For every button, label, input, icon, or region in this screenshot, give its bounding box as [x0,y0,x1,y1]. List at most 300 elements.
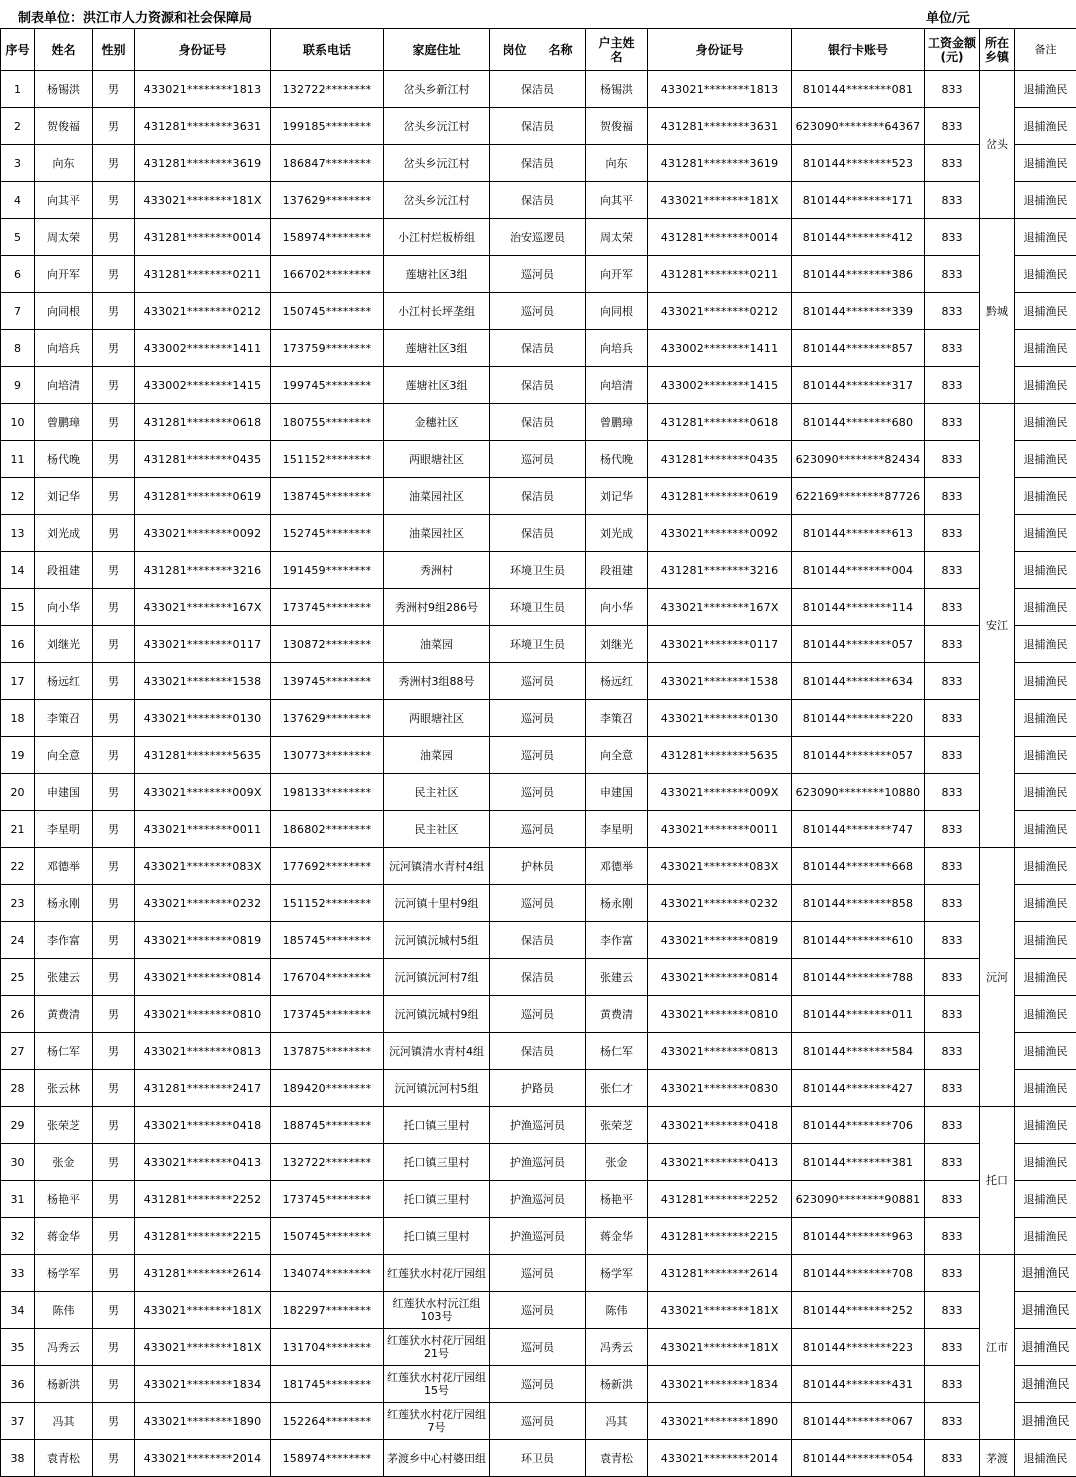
household-id-number-cell: 431281********0618 [648,404,792,441]
address-cell: 秀洲村 [384,552,490,589]
phone-cell: 181745******** [271,1366,384,1403]
phone-cell: 185745******** [271,922,384,959]
note-cell: 退捕渔民 [1015,922,1076,959]
phone-cell: 152264******** [271,1403,384,1440]
name-cell: 向培兵 [35,330,93,367]
col-header-bank: 银行卡账号 [792,29,925,71]
wage-cell: 833 [925,774,980,811]
wage-cell: 833 [925,1218,980,1255]
phone-cell: 138745******** [271,478,384,515]
name-cell: 申建国 [35,774,93,811]
address-cell: 油菜园 [384,626,490,663]
id-number-cell: 433021********181X [135,1292,271,1329]
phone-cell: 173745******** [271,589,384,626]
name-cell: 刘记华 [35,478,93,515]
name-cell: 杨学军 [35,1255,93,1292]
household-id-number-cell: 433021********1813 [648,71,792,108]
table-row [1,774,1076,811]
post-cell: 环境卫生员 [490,552,586,589]
phone-cell: 182297******** [271,1292,384,1329]
sex-cell: 男 [93,1144,135,1181]
table-row [1,478,1076,515]
sex-cell: 男 [93,589,135,626]
wage-cell: 833 [925,589,980,626]
table-row [1,256,1076,293]
table-row [1,996,1076,1033]
name-cell: 李星明 [35,811,93,848]
table-row [1,1070,1076,1107]
post-cell: 巡河员 [490,996,586,1033]
bank-account-cell: 810144********057 [792,626,925,663]
post-cell: 保洁员 [490,330,586,367]
table-row [1,922,1076,959]
bank-account-cell: 810144********057 [792,737,925,774]
staff-wage-table [0,28,1076,1477]
bank-account-cell: 810144********223 [792,1329,925,1366]
row-no-cell: 21 [1,811,35,848]
household-head-cell: 蒋金华 [586,1218,648,1255]
household-id-number-cell: 433021********2014 [648,1440,792,1477]
sex-cell: 男 [93,959,135,996]
bank-account-cell: 810144********857 [792,330,925,367]
household-head-cell: 李策召 [586,700,648,737]
bank-account-cell: 810144********708 [792,1255,925,1292]
row-no-cell: 18 [1,700,35,737]
name-cell: 杨艳平 [35,1181,93,1218]
address-cell: 两眼塘社区 [384,700,490,737]
phone-cell: 132722******** [271,71,384,108]
id-number-cell: 433021********0212 [135,293,271,330]
table-row [1,626,1076,663]
address-cell: 金穗社区 [384,404,490,441]
table-row [1,1181,1076,1218]
sex-cell: 男 [93,811,135,848]
row-no-cell: 4 [1,182,35,219]
phone-cell: 132722******** [271,1144,384,1181]
township-cell: 黔城 [980,219,1015,404]
bank-account-cell: 810144********412 [792,219,925,256]
post-cell: 保洁员 [490,71,586,108]
township-cell: 岔头 [980,71,1015,219]
id-number-cell: 433021********0418 [135,1107,271,1144]
household-head-cell: 刘记华 [586,478,648,515]
phone-cell: 199185******** [271,108,384,145]
wage-cell: 833 [925,1033,980,1070]
id-number-cell: 431281********0618 [135,404,271,441]
row-no-cell: 20 [1,774,35,811]
bank-account-cell: 810144********011 [792,996,925,1033]
name-cell: 曾鹏璋 [35,404,93,441]
name-cell: 黄费清 [35,996,93,1033]
table-row [1,1144,1076,1181]
phone-cell: 186847******** [271,145,384,182]
row-no-cell: 32 [1,1218,35,1255]
row-no-cell: 10 [1,404,35,441]
bank-account-cell: 810144********523 [792,145,925,182]
name-cell: 向培清 [35,367,93,404]
household-head-cell: 杨远红 [586,663,648,700]
note-cell: 退捕渔民 [1015,1329,1076,1366]
bank-account-cell: 623090********82434 [792,441,925,478]
note-cell: 退捕渔民 [1015,1366,1076,1403]
wage-cell: 833 [925,108,980,145]
name-cell: 杨锡洪 [35,71,93,108]
household-head-cell: 向东 [586,145,648,182]
household-head-cell: 申建国 [586,774,648,811]
address-cell: 沅河镇清水青村4组 [384,1033,490,1070]
wage-cell: 833 [925,996,980,1033]
household-head-cell: 张仁才 [586,1070,648,1107]
id-number-cell: 433021********1813 [135,71,271,108]
table-row [1,182,1076,219]
table-row [1,1440,1076,1477]
sex-cell: 男 [93,1292,135,1329]
household-head-cell: 向其平 [586,182,648,219]
post-cell: 护渔巡河员 [490,1181,586,1218]
household-head-cell: 杨永刚 [586,885,648,922]
sex-cell: 男 [93,700,135,737]
wage-cell: 833 [925,1366,980,1403]
sex-cell: 男 [93,108,135,145]
col-header-household: 户主姓名 [586,29,648,71]
row-no-cell: 2 [1,108,35,145]
id-number-cell: 433021********0413 [135,1144,271,1181]
note-cell: 退捕渔民 [1015,367,1076,404]
note-cell: 退捕渔民 [1015,1292,1076,1329]
col-header-wage: 工资金额(元) [925,29,980,71]
note-cell: 退捕渔民 [1015,959,1076,996]
maker-unit-label: 制表单位：洪江市人力资源和社会保障局 [18,7,252,26]
sex-cell: 男 [93,367,135,404]
name-cell: 杨永刚 [35,885,93,922]
wage-cell: 833 [925,737,980,774]
sex-cell: 男 [93,293,135,330]
name-cell: 张云林 [35,1070,93,1107]
table-row [1,404,1076,441]
table-row [1,885,1076,922]
household-id-number-cell: 433021********0011 [648,811,792,848]
post-cell: 巡河员 [490,737,586,774]
id-number-cell: 433021********181X [135,182,271,219]
address-cell: 民主社区 [384,811,490,848]
id-number-cell: 433021********0814 [135,959,271,996]
household-id-number-cell: 431281********3631 [648,108,792,145]
sex-cell: 男 [93,1403,135,1440]
row-no-cell: 5 [1,219,35,256]
household-id-number-cell: 433021********1538 [648,663,792,700]
sex-cell: 男 [93,1366,135,1403]
bank-account-cell: 810144********668 [792,848,925,885]
wage-cell: 833 [925,441,980,478]
household-id-number-cell: 433021********0830 [648,1070,792,1107]
phone-cell: 158974******** [271,219,384,256]
household-id-number-cell: 431281********5635 [648,737,792,774]
note-cell: 退捕渔民 [1015,1403,1076,1440]
address-cell: 岔头乡沅江村 [384,108,490,145]
note-cell: 退捕渔民 [1015,663,1076,700]
post-cell: 保洁员 [490,478,586,515]
address-cell: 民主社区 [384,774,490,811]
address-cell: 红莲犾水村花厅园组7号 [384,1403,490,1440]
bank-account-cell: 622169********87726 [792,478,925,515]
name-cell: 周太荣 [35,219,93,256]
post-cell: 环境卫生员 [490,589,586,626]
id-number-cell: 431281********0435 [135,441,271,478]
bank-account-cell: 810144********613 [792,515,925,552]
bank-account-cell: 810144********317 [792,367,925,404]
post-cell: 巡河员 [490,1329,586,1366]
name-cell: 李作富 [35,922,93,959]
wage-cell: 833 [925,700,980,737]
table-row [1,1033,1076,1070]
address-cell: 沅河镇沅城村9组 [384,996,490,1033]
address-cell: 沅河镇清水青村4组 [384,848,490,885]
post-cell: 护林员 [490,848,586,885]
id-number-cell: 433021********0117 [135,626,271,663]
sex-cell: 男 [93,182,135,219]
household-head-cell: 向培清 [586,367,648,404]
wage-cell: 833 [925,1181,980,1218]
row-no-cell: 3 [1,145,35,182]
name-cell: 袁青松 [35,1440,93,1477]
phone-cell: 198133******** [271,774,384,811]
sex-cell: 男 [93,478,135,515]
wage-cell: 833 [925,182,980,219]
table-row [1,737,1076,774]
col-header-post-b: 名称 [549,43,573,57]
post-cell: 护渔巡河员 [490,1144,586,1181]
household-id-number-cell: 433021********0130 [648,700,792,737]
phone-cell: 139745******** [271,663,384,700]
table-row [1,441,1076,478]
note-cell: 退捕渔民 [1015,182,1076,219]
row-no-cell: 15 [1,589,35,626]
household-head-cell: 李作富 [586,922,648,959]
sex-cell: 男 [93,1255,135,1292]
wage-cell: 833 [925,1440,980,1477]
currency-unit-label: 单位/元 [926,7,970,26]
note-cell: 退捕渔民 [1015,589,1076,626]
row-no-cell: 14 [1,552,35,589]
household-id-number-cell: 433021********0092 [648,515,792,552]
wage-cell: 833 [925,1070,980,1107]
post-cell: 保洁员 [490,182,586,219]
wage-cell: 833 [925,478,980,515]
note-cell: 退捕渔民 [1015,774,1076,811]
household-id-number-cell: 431281********3216 [648,552,792,589]
bank-account-cell: 810144********114 [792,589,925,626]
household-head-cell: 邓德举 [586,848,648,885]
post-cell: 巡河员 [490,256,586,293]
phone-cell: 166702******** [271,256,384,293]
bank-account-cell: 623090********90881 [792,1181,925,1218]
post-cell: 巡河员 [490,663,586,700]
bank-account-cell: 623090********10880 [792,774,925,811]
name-cell: 向其平 [35,182,93,219]
id-number-cell: 433021********2014 [135,1440,271,1477]
phone-cell: 188745******** [271,1107,384,1144]
household-id-number-cell: 433021********1890 [648,1403,792,1440]
table-header-bar [0,0,1076,28]
address-cell: 秀洲村9组286号 [384,589,490,626]
address-cell: 红莲犾水村沅江组103号 [384,1292,490,1329]
row-no-cell: 29 [1,1107,35,1144]
household-id-number-cell: 433021********0814 [648,959,792,996]
address-cell: 红莲犾水村花厅园组21号 [384,1329,490,1366]
wage-cell: 833 [925,1107,980,1144]
sex-cell: 男 [93,552,135,589]
bank-account-cell: 810144********706 [792,1107,925,1144]
post-cell: 护路员 [490,1070,586,1107]
table-row [1,700,1076,737]
bank-account-cell: 810144********427 [792,1070,925,1107]
name-cell: 杨新洪 [35,1366,93,1403]
phone-cell: 150745******** [271,293,384,330]
note-cell: 退捕渔民 [1015,552,1076,589]
wage-cell: 833 [925,256,980,293]
row-no-cell: 27 [1,1033,35,1070]
wage-cell: 833 [925,1403,980,1440]
address-cell: 两眼塘社区 [384,441,490,478]
household-id-number-cell: 433002********1411 [648,330,792,367]
address-cell: 托口镇三里村 [384,1107,490,1144]
household-head-cell: 向同根 [586,293,648,330]
bank-account-cell: 810144********963 [792,1218,925,1255]
address-cell: 茅渡乡中心村婆田组 [384,1440,490,1477]
sex-cell: 男 [93,404,135,441]
household-id-number-cell: 433021********1834 [648,1366,792,1403]
table-row [1,1255,1076,1292]
wage-cell: 833 [925,663,980,700]
id-number-cell: 433021********181X [135,1329,271,1366]
household-head-cell: 杨锡洪 [586,71,648,108]
wage-cell: 833 [925,959,980,996]
township-cell: 江市 [980,1255,1015,1440]
address-cell: 沅河镇沅城村5组 [384,922,490,959]
row-no-cell: 1 [1,71,35,108]
phone-cell: 131704******** [271,1329,384,1366]
bank-account-cell: 810144********386 [792,256,925,293]
address-cell: 红莲犾水村花厅园组15号 [384,1366,490,1403]
household-id-number-cell: 433021********167X [648,589,792,626]
row-no-cell: 19 [1,737,35,774]
sex-cell: 男 [93,1107,135,1144]
id-number-cell: 433021********0813 [135,1033,271,1070]
post-cell: 巡河员 [490,885,586,922]
row-no-cell: 22 [1,848,35,885]
address-cell: 托口镇三里村 [384,1218,490,1255]
household-id-number-cell: 433021********0813 [648,1033,792,1070]
note-cell: 退捕渔民 [1015,145,1076,182]
address-cell: 小江村烂板桥组 [384,219,490,256]
household-id-number-cell: 433021********181X [648,1329,792,1366]
sex-cell: 男 [93,1440,135,1477]
wage-cell: 833 [925,1329,980,1366]
post-cell: 巡河员 [490,1403,586,1440]
household-id-number-cell: 431281********3619 [648,145,792,182]
wage-cell: 833 [925,71,980,108]
phone-cell: 173745******** [271,996,384,1033]
name-cell: 向开军 [35,256,93,293]
table-row [1,959,1076,996]
wage-cell: 833 [925,404,980,441]
note-cell: 退捕渔民 [1015,108,1076,145]
household-id-number-cell: 431281********0211 [648,256,792,293]
address-cell: 莲塘社区3组 [384,367,490,404]
address-cell: 岔头乡沅江村 [384,145,490,182]
note-cell: 退捕渔民 [1015,219,1076,256]
sex-cell: 男 [93,1329,135,1366]
address-cell: 托口镇三里村 [384,1144,490,1181]
note-cell: 退捕渔民 [1015,1033,1076,1070]
note-cell: 退捕渔民 [1015,737,1076,774]
note-cell: 退捕渔民 [1015,1107,1076,1144]
name-cell: 向东 [35,145,93,182]
id-number-cell: 433021********1834 [135,1366,271,1403]
row-no-cell: 30 [1,1144,35,1181]
household-id-number-cell: 431281********0435 [648,441,792,478]
post-cell: 保洁员 [490,145,586,182]
phone-cell: 176704******** [271,959,384,996]
header-row [1,29,1076,71]
household-head-cell: 张荣芝 [586,1107,648,1144]
household-head-cell: 向小华 [586,589,648,626]
table-row [1,552,1076,589]
sex-cell: 男 [93,71,135,108]
col-header-address: 家庭住址 [384,29,490,71]
household-head-cell: 段祖建 [586,552,648,589]
township-cell: 茅渡 [980,1440,1015,1477]
household-head-cell: 向全意 [586,737,648,774]
id-number-cell: 431281********2252 [135,1181,271,1218]
household-id-number-cell: 433021********181X [648,1292,792,1329]
row-no-cell: 12 [1,478,35,515]
wage-cell: 833 [925,552,980,589]
name-cell: 段祖建 [35,552,93,589]
name-cell: 刘继光 [35,626,93,663]
id-number-cell: 433021********1890 [135,1403,271,1440]
name-cell: 冯秀云 [35,1329,93,1366]
table-row [1,1292,1076,1329]
sex-cell: 男 [93,663,135,700]
address-cell: 油菜园社区 [384,515,490,552]
id-number-cell: 433021********0011 [135,811,271,848]
wage-cell: 833 [925,293,980,330]
note-cell: 退捕渔民 [1015,848,1076,885]
phone-cell: 137629******** [271,182,384,219]
sex-cell: 男 [93,885,135,922]
table-row [1,1218,1076,1255]
bank-account-cell: 810144********220 [792,700,925,737]
col-header-phone: 联系电话 [271,29,384,71]
household-id-number-cell: 431281********2614 [648,1255,792,1292]
note-cell: 退捕渔民 [1015,293,1076,330]
household-head-cell: 曾鹏璋 [586,404,648,441]
id-number-cell: 431281********3631 [135,108,271,145]
phone-cell: 173759******** [271,330,384,367]
phone-cell: 137875******** [271,1033,384,1070]
post-cell: 保洁员 [490,1033,586,1070]
id-number-cell: 431281********2417 [135,1070,271,1107]
household-head-cell: 向培兵 [586,330,648,367]
note-cell: 退捕渔民 [1015,996,1076,1033]
address-cell: 红莲犾水村花厅园组 [384,1255,490,1292]
id-number-cell: 433002********1411 [135,330,271,367]
id-number-cell: 431281********0014 [135,219,271,256]
wage-cell: 833 [925,885,980,922]
wage-cell: 833 [925,515,980,552]
address-cell: 岔头乡沅江村 [384,182,490,219]
